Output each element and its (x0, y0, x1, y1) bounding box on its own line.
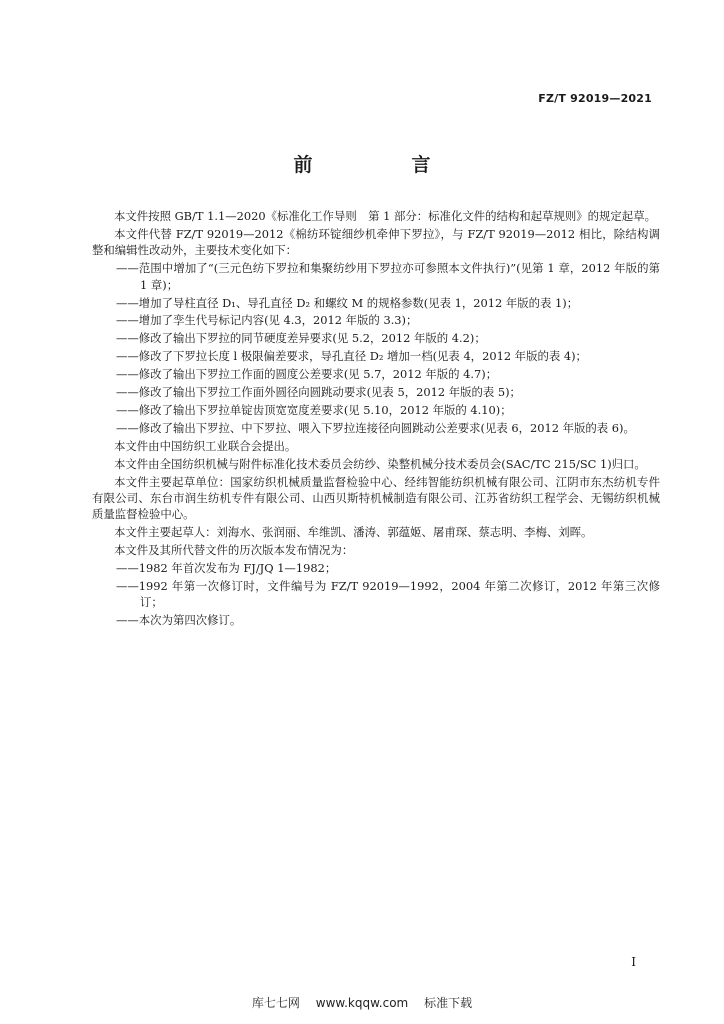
list-item: ——增加了孪生代号标记内容(见 4.3，2012 年版的 3.3)； (116, 313, 418, 328)
paragraph: 本文件及其所代替文件的历次版本发布情况为： (114, 543, 354, 558)
foreword-body (92, 208, 660, 630)
paragraph: 本文件由全国纺织机械与附件标准化技术委员会纺纱、染整机械分技术委员会(SAC/TC 215/SC 1)归口。 (114, 456, 646, 471)
footer-url[interactable]: www.kqqw.com (315, 996, 409, 1010)
footer-tagline: 标准下载 (424, 996, 473, 1010)
paragraph: 本文件由中国纺织工业联合会提出。 (114, 438, 297, 453)
list-item: ——修改了输出下罗拉单锭齿顶宽宽度差要求(见 5.10，2012 年版的 4.10)； (116, 402, 512, 417)
paragraph: 本文件按照 GB/T 1.1—2020《标准化工作导则 第 1 部分：标准化文件的结构和起草规则》的规定起草。 (114, 209, 656, 223)
page-title: 前 言 (293, 154, 471, 176)
history-list (92, 560, 660, 629)
list-item: ——修改了输出下罗拉工作面外圆径向圆跳动要求(见表 5，2012 年版的表 5)； (116, 385, 521, 400)
list-item: ——修改了下罗拉长度 l 极限偏差要求，导孔直径 D₂ 增加一档(见表 4，2012 年版的表 4)； (116, 349, 587, 364)
paragraph: 本文件主要起草单位：国家纺织机械质量监督检验中心、经纬智能纺织机械有限公司、江阴市东杰纺机专件有限公司、东台市润生纺机专件有限公司、山西贝斯特机械制造有限公司、江苏省纺织工程学会、无锡纺织机械质量监督检验中心。 (92, 474, 660, 522)
list-item: ——本次为第四次修订。 (116, 613, 242, 628)
list-item: ——范围中增加了“(三元色纺下罗拉和集聚纺纱用下罗拉亦可参照本文件执行)”(见第 1 章，2012 年版的第 1 章)； (116, 261, 660, 292)
paragraph: 本文件主要起草人：刘海水、张润丽、牟维凯、潘涛、郭蕴姬、屠甫琛、蔡志明、李梅、刘晖。 (114, 525, 593, 540)
standard-code: FZ/T 92019—2021 (538, 92, 652, 105)
list-item: ——增加了导柱直径 D₁、导孔直径 D₂ 和螺纹 M 的规格参数(见表 1，2012 年版的表 1)； (116, 295, 579, 310)
changes-list (92, 260, 660, 436)
list-item: ——修改了输出下罗拉工作面的圆度公差要求(见 5.7，2012 年版的 4.7)； (116, 367, 498, 382)
list-item: ——修改了输出下罗拉、中下罗拉、喂入下罗拉连接径向圆跳动公差要求(见表 6，2012 年版的表 6)。 (116, 420, 635, 435)
list-item: ——修改了输出下罗拉的同节硬度差异要求(见 5.2，2012 年版的 4.2)； (116, 331, 486, 346)
footer-watermark (0, 994, 724, 1011)
paragraph: 本文件代替 FZ/T 92019—2012《棉纺环锭细纱机牵伸下罗拉》，与 FZ/T 92019—2012 相比，除结构调整和编辑性改动外，主要技术变化如下： (92, 226, 660, 258)
page-number: I (631, 955, 636, 969)
list-item: ——1992 年第一次修订时，文件编号为 FZ/T 92019—1992，2004 年第二次修订，2012 年第三次修订； (116, 579, 660, 610)
footer-site-name: 库七七网 (251, 996, 300, 1010)
list-item: ——1982 年首次发布为 FJ/JQ 1—1982； (116, 561, 337, 576)
